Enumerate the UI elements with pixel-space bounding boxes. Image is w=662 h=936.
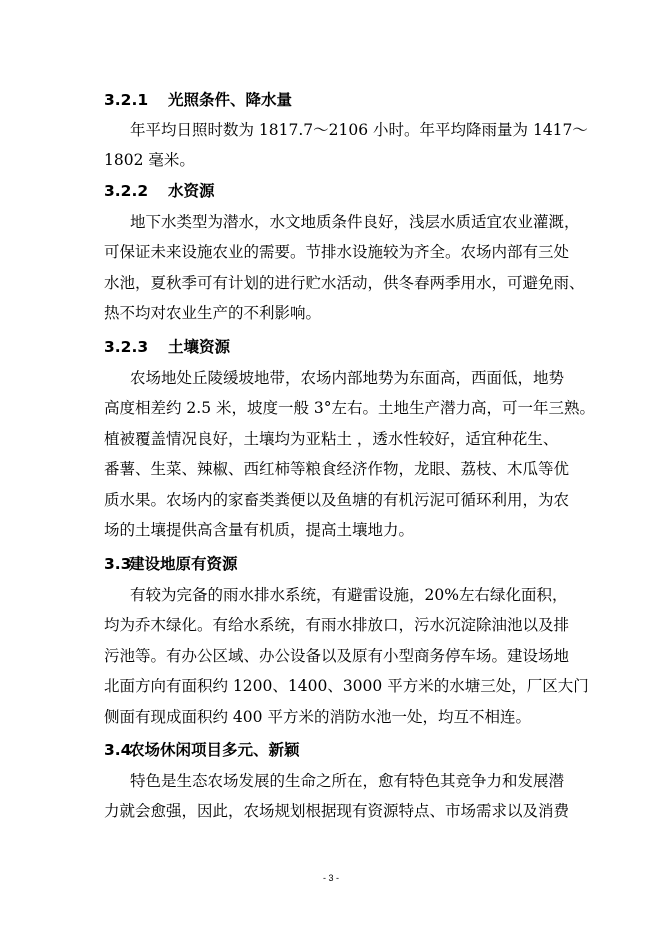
paragraph-line: 高度相差约 2.5 米，坡度一般 3°左右。土地生产潜力高，可一年三熟。 [104,399,596,417]
section-number: 3.2.3 [104,338,149,356]
paragraph-line: 年平均日照时数为 1817.7～2106 小时。年平均降雨量为 1417～ [130,121,588,139]
paragraph-line: 力就会愈强，因此，农场规划根据现有资源特点、市场需求以及消费 [104,802,570,820]
paragraph-line: 污池等。有办公区域、办公设备以及原有小型商务停车场。建设场地 [104,647,570,665]
section-number: 3.2.1 [104,91,149,109]
paragraph-line: 有较为完备的雨水排水系统，有避雷设施，20%左右绿化面积， [130,586,568,604]
paragraph-line: 北面方向有面积约 1200、1400、3000 平方米的水塘三处，厂区大门 [104,677,589,695]
section-number: 3.2.2 [104,182,149,200]
section-title: 农场休闲项目多元、新颖 [129,741,300,759]
paragraph-line: 水池，夏秋季可有计划的进行贮水活动，供冬春两季用水，可避免雨、 [104,274,585,292]
paragraph-line: 1802 毫米。 [104,151,195,169]
paragraph-line: 质水果。农场内的家畜类粪便以及鱼塘的有机污泥可循环利用，为农 [104,491,570,509]
section-heading [104,337,230,357]
section-heading [104,554,238,574]
paragraph-line: 均为乔木绿化。有给水系统，有雨水排放口，污水沉淀除油池以及排 [104,616,570,634]
page-number: - 3 - [322,873,339,883]
section-heading [104,181,215,201]
section-number: 3.3 [104,555,132,573]
paragraph-line: 番薯、生菜、辣椒、西红柿等粮食经济作物，龙眼、荔枝、木瓜等优 [104,460,570,478]
section-heading [104,740,300,760]
section-title: 建设地原有资源 [129,555,238,573]
section-number: 3.4 [104,741,132,759]
paragraph-line: 侧面有现成面积约 400 平方米的消防水池一处，均互不相连。 [104,708,531,726]
paragraph-line: 场的土壤提供高含量有机质，提高土壤地力。 [104,521,415,539]
section-title: 光照条件、降水量 [168,91,293,109]
paragraph-line: 热不均对农业生产的不利影响。 [104,304,322,322]
paragraph-line: 可保证未来设施农业的需要。节排水设施较为齐全。农场内部有三处 [104,243,570,261]
paragraph-line: 农场地处丘陵缓坡地带，农场内部地势为东面高，西面低，地势 [130,369,565,387]
section-title: 水资源 [168,182,215,200]
section-heading [104,90,292,110]
paragraph-line: 特色是生态农场发展的生命之所在，愈有特色其竞争力和发展潜 [130,772,565,790]
paragraph-line: 地下水类型为潜水，水文地质条件良好，浅层水质适宜农业灌溉， [130,213,580,231]
section-title: 土壤资源 [168,338,231,356]
paragraph-line: 植被覆盖情况良好，土壤均为亚粘土 ，透水性较好，适宜种花生、 [104,430,559,448]
